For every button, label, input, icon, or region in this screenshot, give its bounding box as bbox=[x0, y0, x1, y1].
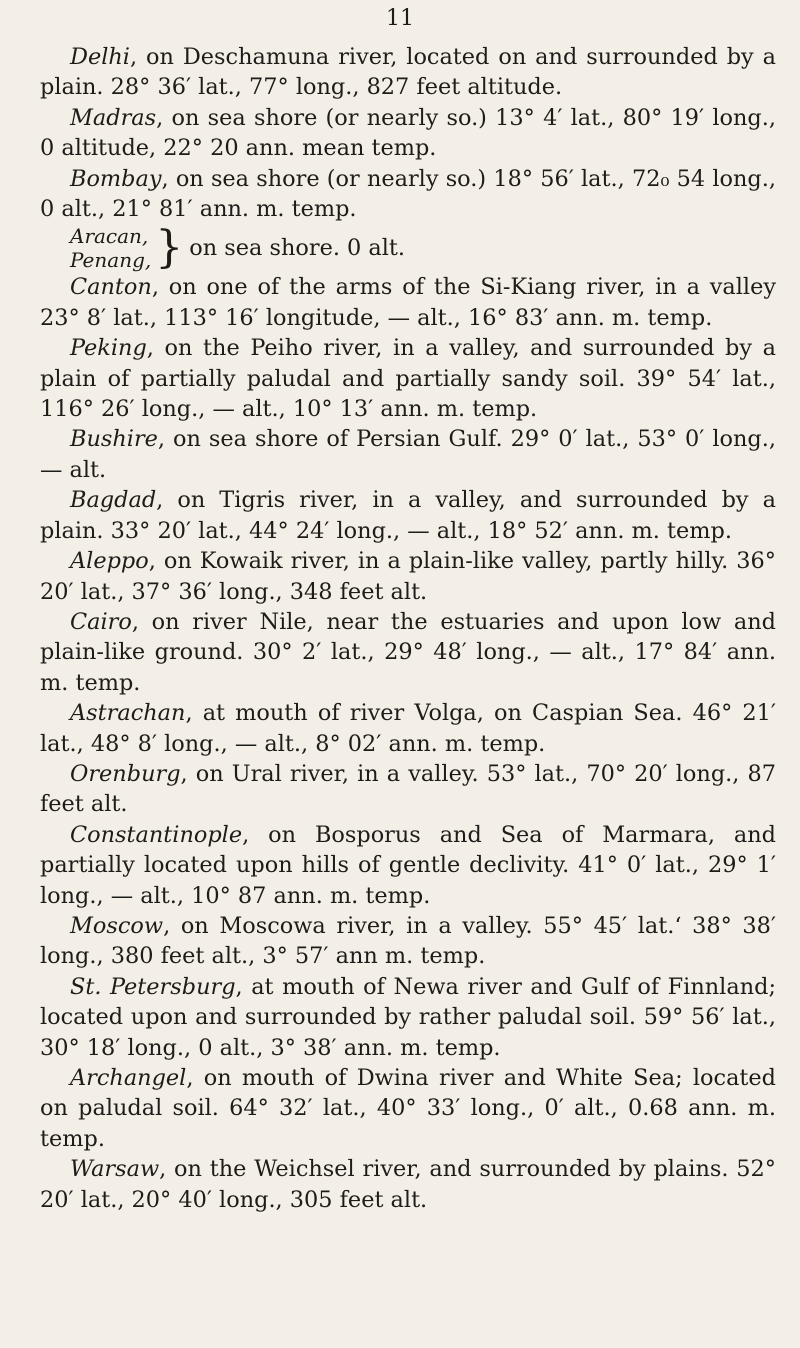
entry-delhi bbox=[40, 42, 776, 103]
entry-archangel bbox=[40, 1063, 776, 1154]
entry-canton bbox=[40, 272, 776, 333]
city-name: Canton bbox=[70, 274, 152, 301]
entry-bagdad bbox=[40, 485, 776, 546]
entry-peking bbox=[40, 333, 776, 424]
city-name: Peking bbox=[70, 335, 147, 362]
entry-text: , on the Peiho river, in a valley, and surrounded by a plain of partially paludal and partially sandy soil. 39° 54′ lat., 116° 26′ long., — alt., 10° 13′ ann. m. temp. bbox=[40, 335, 776, 423]
entry-text: , on Bosporus and Sea of Marmara, and partially located upon hills of gentle declivity. 41° 0′ lat., 29° 1′ long., — alt., 10° 87 ann. m. temp. bbox=[40, 821, 776, 909]
entry-astrachan bbox=[40, 698, 776, 759]
city-name: Bombay bbox=[70, 165, 162, 192]
entry-st-petersburg bbox=[40, 972, 776, 1063]
city-name: Moscow bbox=[70, 912, 164, 939]
city-name: Penang, bbox=[70, 248, 152, 273]
entry-aracan-penang bbox=[40, 224, 776, 272]
entry-orenburg bbox=[40, 759, 776, 820]
city-name: St. Petersburg bbox=[70, 973, 236, 1000]
entry-cairo bbox=[40, 607, 776, 698]
city-name: Bushire bbox=[70, 426, 158, 453]
entry-aleppo bbox=[40, 546, 776, 607]
entry-text: , on Ural river, in a valley. 53° lat., 70° 20′ long., 87 feet alt. bbox=[40, 760, 776, 818]
city-name: Orenburg bbox=[70, 760, 181, 787]
entry-text: , at mouth of Newa river and Gulf of Finnland; located upon and surrounded by rather paludal soil. 59° 56′ lat., 30° 18′ long., 0 alt., 3° 38′ ann. m. temp. bbox=[40, 973, 776, 1061]
entry-text: , on Tigris river, in a valley, and surrounded by a plain. 33° 20′ lat., 44° 24′ long., — alt., 18° 52′ ann. m. temp. bbox=[40, 487, 776, 544]
entry-text: , on Kowaik river, in a plain-like valley, partly hilly. 36° 20′ lat., 37° 36′ long., 348 feet alt. bbox=[40, 548, 776, 605]
bracketed-city-names bbox=[70, 224, 151, 272]
entry-text: on sea shore. 0 alt. bbox=[189, 235, 406, 262]
entry-bushire bbox=[40, 424, 776, 485]
entry-bombay bbox=[40, 164, 776, 225]
entry-text: , on sea shore (or nearly so.) 18° 56′ lat., 72₀ 54 long., 0 alt., 21° 81′ ann. m. temp. bbox=[40, 165, 776, 223]
city-name: Warsaw bbox=[70, 1156, 160, 1183]
entry-constantinople bbox=[40, 820, 776, 911]
entry-warsaw bbox=[40, 1154, 776, 1215]
city-name: Aracan, bbox=[70, 224, 149, 249]
entry-text: , on mouth of Dwina river and White Sea; located on paludal soil. 64° 32′ lat., 40° 33′ long., 0′ alt., 0.68 ann. m. temp. bbox=[40, 1065, 776, 1152]
city-name: Delhi bbox=[70, 44, 130, 70]
brace-symbol: } bbox=[155, 222, 184, 274]
entry-text: , on sea shore (or nearly so.) 13° 4′ lat., 80° 19′ long., 0 altitude, 22° 20 ann. mean temp. bbox=[40, 104, 776, 162]
city-name: Aleppo bbox=[70, 548, 149, 575]
entry-text: , on sea shore of Persian Gulf. 29° 0′ lat., 53° 0′ long., — alt. bbox=[40, 426, 776, 483]
page-number: 11 bbox=[386, 6, 414, 31]
city-name: Astrachan bbox=[70, 700, 186, 727]
city-entries bbox=[40, 42, 776, 1215]
entry-text: , on river Nile, near the estuaries and upon low and plain-like ground. 30° 2′ lat., 29° 48′ long., — alt., 17° 84′ ann. m. temp. bbox=[40, 608, 776, 696]
entry-madras bbox=[40, 103, 776, 164]
city-name: Cairo bbox=[70, 608, 132, 635]
entry-text: , on the Weichsel river, and surrounded by plains. 52° 20′ lat., 20° 40′ long., 305 feet alt. bbox=[40, 1156, 776, 1213]
entry-text: , on one of the arms of the Si-Kiang river, in a valley 23° 8′ lat., 113° 16′ longitude, — alt., 16° 83′ ann. m. temp. bbox=[40, 274, 776, 331]
entry-text: , on Moscowa river, in a valley. 55° 45′ lat.‘ 38° 38′ long., 380 feet alt., 3° 57′ ann m. temp. bbox=[40, 912, 776, 970]
entry-text: , on Deschamuna river, located on and surrounded by a plain. 28° 36′ lat., 77° long., 827 feet altitude. bbox=[40, 44, 776, 101]
city-name: Bagdad bbox=[70, 487, 157, 514]
city-name: Constantinople bbox=[70, 821, 243, 848]
city-name: Archangel bbox=[70, 1065, 187, 1091]
city-name: Madras bbox=[70, 104, 157, 131]
entry-text: , at mouth of river Volga, on Caspian Sea. 46° 21′ lat., 48° 8′ long., — alt., 8° 02′ ann. m. temp. bbox=[40, 700, 776, 757]
entry-moscow bbox=[40, 911, 776, 972]
